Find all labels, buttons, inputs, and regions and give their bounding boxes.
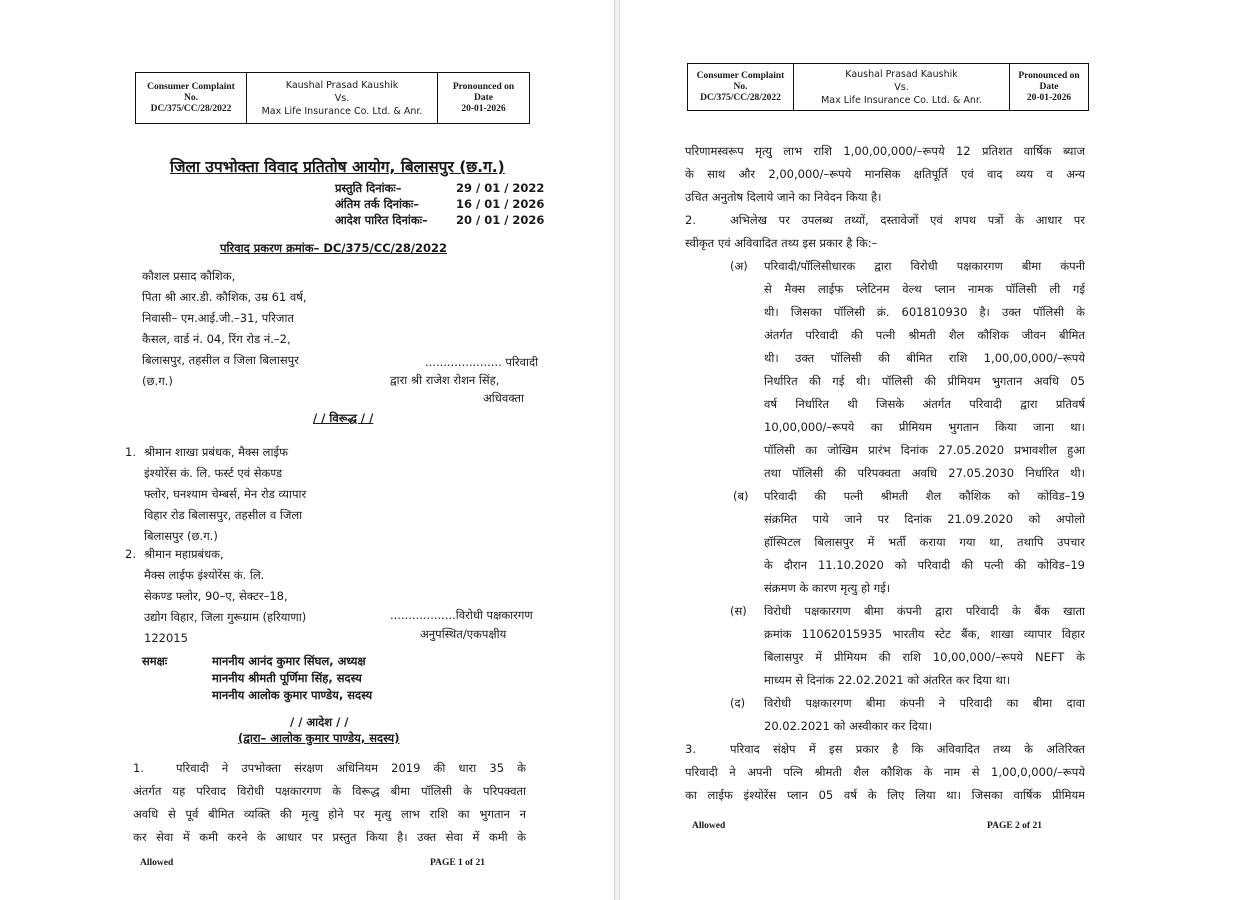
header-vs: Vs.: [894, 81, 909, 93]
opp2-line: श्रीमान महाप्रबंधक,: [144, 547, 224, 561]
case-header-table: [687, 63, 1089, 111]
header-case-no: No.: [733, 81, 748, 92]
opposite-party-role: ..................विरोधी पक्षकारगण: [390, 608, 533, 622]
commission-title: जिला उपभोक्ता विवाद प्रतितोष आयोग, बिलासपुर (छ.ग.): [170, 158, 505, 176]
header-complainant: Kaushal Prasad Kaushik: [845, 68, 958, 80]
para2-line: अभिलेख पर उपलब्ध तथ्यों, दस्तावेजों एवं शपथ पत्रों के आधार पर: [730, 213, 1085, 227]
date-label-filing: प्रस्तुति दिनांकः–: [335, 181, 402, 195]
sub-a-line: वर्ष निर्धारित थी जिसके अंतर्गत परिवादी द्वारा प्रतिवर्ष: [764, 397, 1085, 411]
document-page-2: [620, 0, 1236, 900]
opp2-line: उद्योग विहार, जिला गुरूग्राम (हरियाणा): [144, 610, 307, 624]
advocate-label: अधिवक्ता: [483, 391, 524, 405]
sub-a-line: थी। उक्त पॉलिसी की बीमित राशि 1,00,00,000/–रूपये: [764, 351, 1085, 365]
opp1-line: श्रीमान शाखा प्रबंधक, मैक्स लाईफ: [144, 445, 288, 459]
date-label-order: आदेश पारित दिनांकः–: [335, 213, 428, 227]
document-page-1: [0, 0, 614, 900]
header-pronounced-label: Pronounced on: [1018, 70, 1080, 81]
case-header-table: [135, 72, 530, 124]
case-number: परिवाद प्रकरण क्रमांक– DC/375/CC/28/2022: [220, 241, 448, 255]
para3-line: का लाईफ इंश्योरेंस प्लान 05 वर्ष के लिए लिया था। जिसका वार्षिक प्रीमियम: [685, 788, 1085, 802]
sub-b-label: (ब): [733, 489, 749, 503]
header-pronounced-cell: [1010, 64, 1088, 110]
sub-s-line: माध्यम से दिनांक 22.02.2021 को अंतरित कर दिया था।: [764, 673, 1011, 687]
sub-b-line: परिवादी की पत्नी श्रीमती शैल कौशिक को कोविड–19: [764, 489, 1085, 503]
order-by: (द्वारा– आलोक कुमार पाण्डेय, सदस्य): [238, 731, 400, 745]
opposite-party-status: अनुपस्थित/एकपक्षीय: [420, 627, 507, 641]
para1-line: परिवादी ने उपभोक्ता संरक्षण अधिनियम 2019 की धारा 35 के: [176, 761, 526, 775]
complainant-line: (छ.ग.): [142, 374, 173, 388]
header-pronounced-cell: [438, 73, 529, 123]
sub-b-line: हॉस्पिटल बिलासपुर में भर्ती कराया गया था, तथापि उपचार: [764, 535, 1085, 549]
para2-number: 2.: [685, 213, 696, 227]
opp2-line: 122015: [144, 631, 188, 645]
sub-b-line: के दौरान 11.10.2020 को परिवादी की पत्नी की कोविड–19: [764, 558, 1085, 572]
sub-a-line: 10,00,000/–रूपये का प्रीमियम भुगतान किया जाना था।: [764, 420, 1085, 434]
header-case-label: Consumer Complaint: [147, 81, 235, 92]
header-case-cell: [688, 64, 794, 110]
date-value-order: 20 / 01 / 2026: [456, 213, 545, 227]
opp2-number: 2.: [125, 547, 136, 561]
date-value-final-argument: 16 / 01 / 2026: [456, 197, 545, 211]
complainant-line: निवासी– एम.आई.जी.–31, परिजात: [142, 311, 294, 325]
date-value-filing: 29 / 01 / 2022: [456, 181, 545, 195]
complainant-advocate: द्वारा श्री राजेश रोशन सिंह,: [390, 373, 500, 387]
coram-label: समक्षः: [142, 654, 168, 668]
header-case-no: No.: [184, 92, 198, 103]
header-parties-cell: [247, 73, 438, 123]
para1-number: 1.: [133, 761, 144, 775]
sub-a-line: तथा पॉलिसी की परिपक्वता अवधि 27.05.2030 निर्धारित थी।: [764, 466, 1085, 480]
footer-status: Allowed: [140, 858, 174, 868]
sub-s-line: बिलासपुर में प्रीमियम की राशि 10,00,000/–रूपये NEFT के: [764, 650, 1085, 664]
sub-b-line: संक्रमण के कारण मृत्यु हो गई।: [764, 581, 891, 595]
opp1-line: फ्लोर, घनश्याम चेम्बर्स, मेन रोड व्यापार: [144, 487, 307, 501]
para2-line: स्वीकृत एवं अविवादित तथ्य इस प्रकार है कि:–: [685, 236, 878, 250]
para3-number: 3.: [685, 742, 696, 756]
date-label-final-argument: अंतिम तर्क दिनांकः–: [335, 197, 419, 211]
complainant-line: कैसल, वार्ड नं. 04, रिंग रोड नं.–2,: [142, 332, 291, 346]
opp2-line: सेकण्ड फ्लोर, 90–ए, सेक्टर–18,: [144, 589, 288, 603]
header-respondent: Max Life Insurance Co. Ltd. & Anr.: [261, 105, 423, 117]
intro-line: उचित अनुतोष दिलाये जाने का निवेदन किया है।: [685, 190, 882, 204]
para3-line: परिवाद संक्षेप में इस प्रकार है कि अविवादित तथ्य के अतिरिक्त: [730, 742, 1085, 756]
sub-a-label: (अ): [730, 259, 748, 273]
coram-member-1: माननीय श्रीमती पूर्णिमा सिंह, सदस्य: [212, 671, 362, 685]
sub-d-line: विरोधी पक्षकारगण बीमा कंपनी ने परिवादी का बीमा दावा: [764, 696, 1085, 710]
header-vs: Vs.: [334, 92, 350, 104]
header-respondent: Max Life Insurance Co. Ltd. & Anr.: [821, 94, 982, 106]
order-heading: / / आदेश / /: [290, 715, 349, 729]
sub-s-label: (स): [730, 604, 747, 618]
complainant-line: बिलासपुर, तहसील व जिला बिलासपुर: [142, 353, 299, 367]
coram-member-president: माननीय आनंद कुमार सिंघल, अध्यक्ष: [212, 654, 366, 668]
header-parties-cell: [794, 64, 1010, 110]
complainant-line: पिता श्री आर.डी. कौशिक, उम्र 61 वर्ष,: [142, 290, 307, 304]
header-date-label: Date: [474, 92, 493, 103]
sub-s-line: क्रमांक 11062015935 भारतीय स्टेट बैंक, शाखा व्यापार विहार: [764, 627, 1085, 641]
header-date-value: 20-01-2026: [461, 103, 506, 114]
header-case-cell: [136, 73, 247, 123]
opp2-line: मैक्स लाईफ इंश्योरेंस कं. लि.: [144, 568, 265, 582]
opp1-line: बिलासपुर (छ.ग.): [144, 529, 218, 543]
sub-a-line: से मैक्स लाईफ प्लेटिनम वेल्थ प्लान नामक पॉलिसी ली गई: [764, 282, 1085, 296]
header-pronounced-label: Pronounced on: [452, 81, 515, 92]
sub-d-line: 20.02.2021 को अस्वीकार कर दिया।: [764, 719, 933, 733]
para1-line: अवधि से पूर्व बीमित व्यक्ति की मृत्यु होने पर मृत्यु लाभ राशि का भुगतान न: [133, 807, 526, 821]
opp1-line: विहार रोड बिलासपुर, तहसील व जिला: [144, 508, 303, 522]
para3-line: परिवादी ने अपनी पत्नि श्रीमती शैल कौशिक के नाम से 1,00,0,000/–रूपये: [685, 765, 1085, 779]
sub-a-line: पॉलिसी का जोखिम प्रारंभ दिनांक 27.05.2020 प्रभावशील हुआ: [764, 443, 1085, 457]
sub-d-label: (द): [730, 696, 746, 710]
sub-a-line: थी। जिसका पॉलिसी क्रं. 601810930 है। उक्त पॉलिसी के: [764, 305, 1085, 319]
complainant-line: कौशल प्रसाद कौशिक,: [142, 269, 236, 283]
sub-s-line: विरोधी पक्षकारगण बीमा कंपनी द्वारा परिवादी के बैंक खाता: [764, 604, 1085, 618]
sub-a-line: निर्धारित की गई थी। पॉलिसी की प्रीमियम भुगतान अवधि 05: [764, 374, 1085, 388]
sub-a-line: अंतर्गत परिवादी की पत्नी श्रीमती शैल कौशिक जीवन बीमित: [764, 328, 1085, 342]
header-case-label: Consumer Complaint: [696, 70, 785, 81]
sub-b-line: संक्रमित पाये जाने पर दिनांक 21.09.2020 को अपोलो: [764, 512, 1085, 526]
intro-line: परिणामस्वरूप मृत्यु लाभ राशि 1,00,00,000/–रूपये 12 प्रतिशत वार्षिक ब्याज: [685, 144, 1085, 158]
footer-status: Allowed: [692, 821, 726, 831]
coram-member-2: माननीय आलोक कुमार पाण्डेय, सदस्य: [212, 688, 373, 702]
para1-line: अंतर्गत यह परिवाद विरोधी पक्षकारगण के विरूद्ध बीमा पॉलिसी के परिपक्वता: [133, 784, 526, 798]
sub-a-line: परिवादी/पॉलिसीधारक द्वारा विरोधी पक्षकारगण बीमा कंपनी: [764, 259, 1085, 273]
header-case-number: DC/375/CC/28/2022: [150, 103, 232, 114]
versus-heading: / / विरूद्ध / /: [313, 411, 374, 425]
opp1-number: 1.: [125, 445, 136, 459]
header-case-number: DC/375/CC/28/2022: [700, 92, 781, 103]
intro-line: के साथ और 2,00,000/–रूपये मानसिक क्षतिपूर्ति एवं वाद व्यय व अन्य: [685, 167, 1085, 181]
footer-page-number: PAGE 1 of 21: [430, 858, 485, 868]
header-date-label: Date: [1039, 81, 1059, 92]
opp1-line: इंश्योरेंस कं. लि. फर्स्ट एवं सेकण्ड: [144, 466, 282, 480]
header-date-value: 20-01-2026: [1026, 92, 1072, 103]
para1-line: कर सेवा में कमी करने के आधार पर प्रस्तुत किया है। उक्त सेवा में कमी के: [133, 830, 526, 844]
header-complainant: Kaushal Prasad Kaushik: [285, 79, 399, 91]
footer-page-number: PAGE 2 of 21: [987, 821, 1042, 831]
complainant-role: ..................... परिवादी: [425, 355, 539, 369]
